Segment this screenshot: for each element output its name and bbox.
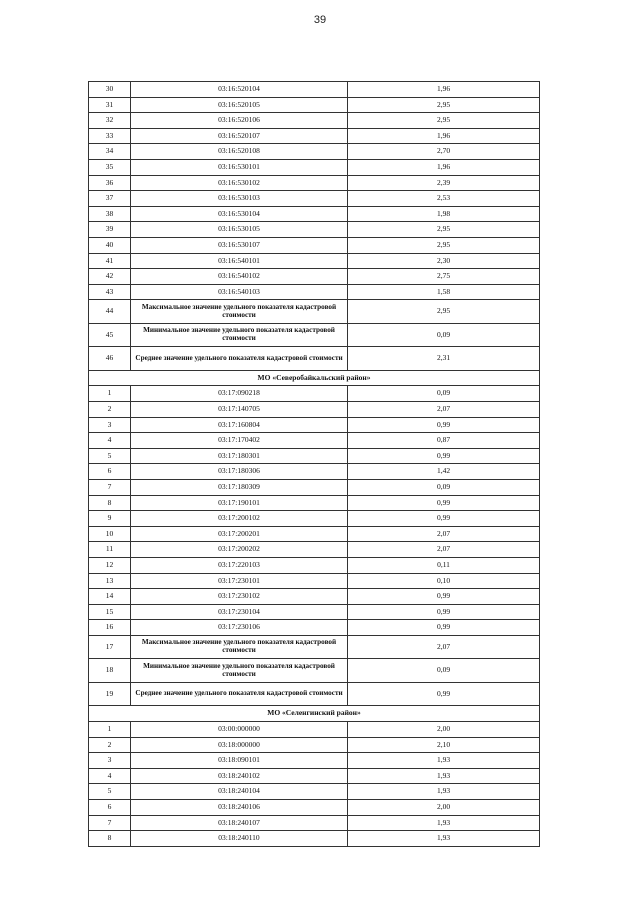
row-number: 4 bbox=[89, 433, 131, 449]
specific-value: 1,96 bbox=[348, 128, 540, 144]
section-title: МО «Северобайкальский район» bbox=[89, 370, 540, 386]
cadastral-quarter-code: 03:18:090101 bbox=[131, 753, 348, 769]
table-row bbox=[89, 284, 540, 300]
cadastral-quarter-code: 03:17:230104 bbox=[131, 604, 348, 620]
specific-value: 1,42 bbox=[348, 464, 540, 480]
specific-value: 0,10 bbox=[348, 573, 540, 589]
table-row bbox=[89, 815, 540, 831]
specific-value: 2,07 bbox=[348, 542, 540, 558]
summary-value: 2,31 bbox=[348, 347, 540, 371]
specific-value: 2,07 bbox=[348, 402, 540, 418]
table-row bbox=[89, 175, 540, 191]
specific-value: 2,53 bbox=[348, 191, 540, 207]
specific-value: 2,75 bbox=[348, 269, 540, 285]
summary-value: 2,95 bbox=[348, 300, 540, 324]
row-number: 7 bbox=[89, 479, 131, 495]
cadastral-quarter-code: 03:16:520105 bbox=[131, 97, 348, 113]
table-row bbox=[89, 253, 540, 269]
row-number: 37 bbox=[89, 191, 131, 207]
table-row bbox=[89, 753, 540, 769]
cadastral-quarter-code: 03:16:540102 bbox=[131, 269, 348, 285]
cadastral-quarter-code: 03:17:230101 bbox=[131, 573, 348, 589]
summary-row bbox=[89, 659, 540, 683]
section-title: МО «Селенгинский район» bbox=[89, 706, 540, 722]
summary-row bbox=[89, 682, 540, 706]
row-number: 6 bbox=[89, 464, 131, 480]
summary-row bbox=[89, 300, 540, 324]
cadastral-quarter-code: 03:16:520106 bbox=[131, 113, 348, 129]
cadastral-quarter-code: 03:17:220103 bbox=[131, 557, 348, 573]
cadastral-quarter-code: 03:17:180301 bbox=[131, 448, 348, 464]
cadastral-quarter-code: 03:18:240110 bbox=[131, 831, 348, 847]
row-number: 5 bbox=[89, 448, 131, 464]
cadastral-quarter-code: 03:16:540101 bbox=[131, 253, 348, 269]
row-number: 6 bbox=[89, 799, 131, 815]
table-row bbox=[89, 269, 540, 285]
row-number: 19 bbox=[89, 682, 131, 706]
table-row bbox=[89, 222, 540, 238]
table-row bbox=[89, 402, 540, 418]
row-number: 2 bbox=[89, 402, 131, 418]
specific-value: 2,39 bbox=[348, 175, 540, 191]
specific-value: 2,95 bbox=[348, 237, 540, 253]
summary-value: 2,07 bbox=[348, 635, 540, 659]
cadastral-quarter-code: 03:17:170402 bbox=[131, 433, 348, 449]
summary-label: Среднее значение удельного показателя кадастровой стоимости bbox=[131, 682, 348, 706]
cadastral-quarter-code: 03:16:520107 bbox=[131, 128, 348, 144]
cadastral-quarter-code: 03:18:240102 bbox=[131, 768, 348, 784]
cadastral-quarter-code: 03:17:190101 bbox=[131, 495, 348, 511]
cadastral-quarter-code: 03:16:530105 bbox=[131, 222, 348, 238]
specific-value: 2,70 bbox=[348, 144, 540, 160]
table-row bbox=[89, 737, 540, 753]
cadastral-quarter-code: 03:17:230106 bbox=[131, 620, 348, 636]
row-number: 17 bbox=[89, 635, 131, 659]
specific-value: 0,99 bbox=[348, 495, 540, 511]
summary-value: 0,09 bbox=[348, 323, 540, 347]
cadastral-quarter-code: 03:18:240107 bbox=[131, 815, 348, 831]
table-row bbox=[89, 511, 540, 527]
cadastral-value-table bbox=[88, 81, 540, 847]
cadastral-quarter-code: 03:17:230102 bbox=[131, 589, 348, 605]
cadastral-quarter-code: 03:17:160804 bbox=[131, 417, 348, 433]
specific-value: 1,93 bbox=[348, 815, 540, 831]
summary-value: 0,09 bbox=[348, 659, 540, 683]
specific-value: 1,93 bbox=[348, 831, 540, 847]
summary-label: Максимальное значение удельного показателя кадастровой стоимости bbox=[131, 300, 348, 324]
cadastral-quarter-code: 03:17:140705 bbox=[131, 402, 348, 418]
specific-value: 2,10 bbox=[348, 737, 540, 753]
row-number: 8 bbox=[89, 831, 131, 847]
cadastral-quarter-code: 03:18:240104 bbox=[131, 784, 348, 800]
specific-value: 2,30 bbox=[348, 253, 540, 269]
summary-label: Максимальное значение удельного показателя кадастровой стоимости bbox=[131, 635, 348, 659]
table-row bbox=[89, 417, 540, 433]
specific-value: 2,00 bbox=[348, 799, 540, 815]
page-number: 39 bbox=[313, 14, 327, 26]
table-row bbox=[89, 82, 540, 98]
cadastral-quarter-code: 03:17:180306 bbox=[131, 464, 348, 480]
table-row bbox=[89, 237, 540, 253]
table-body bbox=[89, 82, 540, 847]
row-number: 11 bbox=[89, 542, 131, 558]
row-number: 31 bbox=[89, 97, 131, 113]
specific-value: 1,93 bbox=[348, 784, 540, 800]
table-row bbox=[89, 542, 540, 558]
row-number: 3 bbox=[89, 417, 131, 433]
row-number: 7 bbox=[89, 815, 131, 831]
cadastral-quarter-code: 03:18:240106 bbox=[131, 799, 348, 815]
row-number: 13 bbox=[89, 573, 131, 589]
cadastral-quarter-code: 03:16:530102 bbox=[131, 175, 348, 191]
cadastral-quarter-code: 03:16:530104 bbox=[131, 206, 348, 222]
table-row bbox=[89, 206, 540, 222]
specific-value: 0,87 bbox=[348, 433, 540, 449]
table-row bbox=[89, 784, 540, 800]
table-row bbox=[89, 831, 540, 847]
cadastral-quarter-code: 03:17:200202 bbox=[131, 542, 348, 558]
row-number: 34 bbox=[89, 144, 131, 160]
summary-label: Минимальное значение удельного показателя кадастровой стоимости bbox=[131, 659, 348, 683]
row-number: 14 bbox=[89, 589, 131, 605]
table-row bbox=[89, 620, 540, 636]
row-number: 36 bbox=[89, 175, 131, 191]
row-number: 18 bbox=[89, 659, 131, 683]
table-row bbox=[89, 604, 540, 620]
cadastral-quarter-code: 03:16:530103 bbox=[131, 191, 348, 207]
row-number: 41 bbox=[89, 253, 131, 269]
specific-value: 1,93 bbox=[348, 753, 540, 769]
cadastral-quarter-code: 03:17:200102 bbox=[131, 511, 348, 527]
row-number: 15 bbox=[89, 604, 131, 620]
table-row bbox=[89, 159, 540, 175]
row-number: 35 bbox=[89, 159, 131, 175]
summary-row bbox=[89, 635, 540, 659]
row-number: 12 bbox=[89, 557, 131, 573]
specific-value: 1,96 bbox=[348, 82, 540, 98]
row-number: 39 bbox=[89, 222, 131, 238]
section-header-row bbox=[89, 706, 540, 722]
specific-value: 0,99 bbox=[348, 604, 540, 620]
table-row bbox=[89, 526, 540, 542]
specific-value: 1,98 bbox=[348, 206, 540, 222]
row-number: 46 bbox=[89, 347, 131, 371]
cadastral-quarter-code: 03:16:530101 bbox=[131, 159, 348, 175]
table-row bbox=[89, 573, 540, 589]
row-number: 40 bbox=[89, 237, 131, 253]
row-number: 32 bbox=[89, 113, 131, 129]
table-row bbox=[89, 386, 540, 402]
row-number: 10 bbox=[89, 526, 131, 542]
cadastral-quarter-code: 03:18:000000 bbox=[131, 737, 348, 753]
table-row bbox=[89, 128, 540, 144]
specific-value: 0,09 bbox=[348, 479, 540, 495]
row-number: 5 bbox=[89, 784, 131, 800]
specific-value: 2,95 bbox=[348, 113, 540, 129]
row-number: 4 bbox=[89, 768, 131, 784]
summary-label: Минимальное значение удельного показателя кадастровой стоимости bbox=[131, 323, 348, 347]
row-number: 45 bbox=[89, 323, 131, 347]
table-row bbox=[89, 768, 540, 784]
row-number: 43 bbox=[89, 284, 131, 300]
table-row bbox=[89, 97, 540, 113]
cadastral-quarter-code: 03:17:200201 bbox=[131, 526, 348, 542]
specific-value: 0,11 bbox=[348, 557, 540, 573]
table-row bbox=[89, 191, 540, 207]
specific-value: 0,99 bbox=[348, 620, 540, 636]
row-number: 44 bbox=[89, 300, 131, 324]
row-number: 16 bbox=[89, 620, 131, 636]
specific-value: 0,09 bbox=[348, 386, 540, 402]
summary-row bbox=[89, 323, 540, 347]
specific-value: 0,99 bbox=[348, 417, 540, 433]
cadastral-quarter-code: 03:16:520104 bbox=[131, 82, 348, 98]
table-row bbox=[89, 557, 540, 573]
specific-value: 0,99 bbox=[348, 589, 540, 605]
specific-value: 1,58 bbox=[348, 284, 540, 300]
row-number: 9 bbox=[89, 511, 131, 527]
summary-label: Среднее значение удельного показателя кадастровой стоимости bbox=[131, 347, 348, 371]
cadastral-quarter-code: 03:17:090218 bbox=[131, 386, 348, 402]
table-row bbox=[89, 464, 540, 480]
row-number: 3 bbox=[89, 753, 131, 769]
row-number: 1 bbox=[89, 386, 131, 402]
summary-value: 0,99 bbox=[348, 682, 540, 706]
table-row bbox=[89, 799, 540, 815]
row-number: 38 bbox=[89, 206, 131, 222]
specific-value: 0,99 bbox=[348, 448, 540, 464]
table-row bbox=[89, 113, 540, 129]
cadastral-quarter-code: 03:00:000000 bbox=[131, 722, 348, 738]
table-row bbox=[89, 144, 540, 160]
row-number: 33 bbox=[89, 128, 131, 144]
cadastral-quarter-code: 03:17:180309 bbox=[131, 479, 348, 495]
specific-value: 2,00 bbox=[348, 722, 540, 738]
row-number: 2 bbox=[89, 737, 131, 753]
specific-value: 1,96 bbox=[348, 159, 540, 175]
table-row bbox=[89, 448, 540, 464]
row-number: 1 bbox=[89, 722, 131, 738]
section-header-row bbox=[89, 370, 540, 386]
specific-value: 2,07 bbox=[348, 526, 540, 542]
cadastral-quarter-code: 03:16:520108 bbox=[131, 144, 348, 160]
specific-value: 1,93 bbox=[348, 768, 540, 784]
table-row bbox=[89, 495, 540, 511]
specific-value: 2,95 bbox=[348, 97, 540, 113]
table-row bbox=[89, 589, 540, 605]
row-number: 8 bbox=[89, 495, 131, 511]
table-row bbox=[89, 433, 540, 449]
row-number: 30 bbox=[89, 82, 131, 98]
cadastral-quarter-code: 03:16:530107 bbox=[131, 237, 348, 253]
row-number: 42 bbox=[89, 269, 131, 285]
table-row bbox=[89, 479, 540, 495]
specific-value: 2,95 bbox=[348, 222, 540, 238]
summary-row bbox=[89, 347, 540, 371]
specific-value: 0,99 bbox=[348, 511, 540, 527]
table-row bbox=[89, 722, 540, 738]
cadastral-quarter-code: 03:16:540103 bbox=[131, 284, 348, 300]
